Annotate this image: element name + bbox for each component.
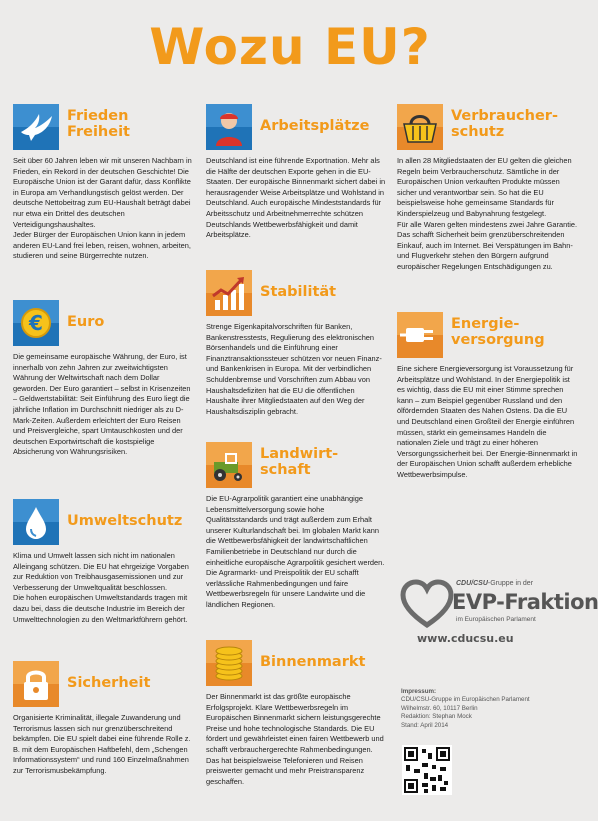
svg-text:€: € <box>29 311 43 335</box>
section-title: Euro <box>67 314 105 330</box>
section-text: Eine sichere Energieversorgung ist Voraussetzung für Arbeitsplätze und Wohlstand. In der Energiepolitik ist es wichtig, dass die EU mit einer Stimme sprechen kann – zum Beispiel gegenüber Russland und den ölfördernden Staaten des Nahen Ostens. Da die EU und Deutschland einen Großteil der Energie einführen müssen, stärkt ein gemeinsames Handeln die nationalen Ziele und trägt zu einer höheren Versorgungssicherheit bei. Der Energie-Binnenmarkt in der Europäischen Union schafft außerdem erhebliche Wettbewerbsimpulse. <box>397 364 578 479</box>
impressum-line: Stand: April 2014 <box>401 721 449 729</box>
page-title: Wozu EU? <box>149 18 431 76</box>
section-landwirtschaft <box>206 442 387 611</box>
section-title: Umweltschutz <box>67 513 183 529</box>
section-text: In allen 28 Mitgliedstaaten der EU gelten die gleichen Regeln beim Verbraucherschutz. Sämtliche in der Europäischen Union verkauften Produkte müssen sicher und verantwortbar sein. So hat die EU beispielsweise hohe gemeinsame Standards für Kinderspielzeug und Babynahrung festgelegt. Für alle Waren gelten mindestens zwei Jahre Garantie. Das schafft Sicherheit beim grenzüberschreitenden Einkauf, auch im Internet. Bei Verspätungen im Bahn- und Flugverkehr stehen den Bürgern aufgrund europäischer Regelungen Entschädigungen zu. <box>397 156 578 271</box>
section-text: Seit über 60 Jahren leben wir mit unseren Nachbarn in Frieden, ein Rekord in der deutschen Geschichte! Die Europäische Union ist der Garant dafür, dass Konflikte in Europa am Verhandlungstisch gelöst werden. Der deutsche Nettobeitrag zum EU-Haushalt beträgt dabei nur etwa ein Drittel des deutschen Verteidigungshaushaltes. Jeder Bürger der Europäischen Union kann in jedem anderen EU-Land frei leben, reisen, wohnen, arbeiten, studieren und seine Bürgerrechte nutzen. <box>13 156 192 261</box>
section-energieversorgung <box>397 312 578 481</box>
section-verbraucherschutz <box>397 104 578 273</box>
impressum-line: CDU/CSU-Gruppe im Europäischen Parlament <box>401 696 530 704</box>
section-title: Landwirt- schaft <box>260 446 339 478</box>
coin-stack-icon <box>206 640 252 686</box>
evp-group-prefix: CDU/CSU <box>456 580 488 587</box>
water-drop-icon <box>13 499 59 545</box>
evp-heart-logo <box>399 577 455 631</box>
evp-group-suffix: -Gruppe in der <box>487 580 534 587</box>
impressum-line: Wilhelmstr. 60, 10117 Berlin <box>401 704 478 712</box>
worker-icon <box>206 104 252 150</box>
section-title: Stabilität <box>260 284 337 300</box>
section-text: Strenge Eigenkapitalvorschriften für Banken, Bankenstresstests, Regulierung des elektronischen Börsenhandels und die Einführung einer Finanztransaktionssteuer schützen vor neuen Finanz- und Bankenkrisen in Europa. Mit der verbindlichen Schuldenbremse und Vorschriften zum Abbau von Haushaltsdefiziten hat die EU die öffentlichen Haushalte ihrer Mitgliedstaaten auf den Weg der Haushaltsdisziplin gebracht. <box>206 322 382 416</box>
euro-icon <box>13 300 59 346</box>
section-title: Energie- versorgung <box>451 316 545 348</box>
section-sicherheit <box>13 661 194 777</box>
section-text: Organisierte Kriminalität, illegale Zuwanderung und Terrorismus lassen sich nur grenzüberschreitend bekämpfen. Die EU spielt dabei eine führende Rolle z. B. mit dem Europäischen Haftbefehl, dem „Schengen Informationssystem“ und rund 160 Einzelmaßnahmen zur Terrorismusbekämpfung. <box>13 713 191 775</box>
evp-name: EVP-Fraktion <box>452 590 598 614</box>
dove-icon <box>13 104 59 150</box>
section-text: Die EU-Agrarpolitik garantiert eine unabhängige Lebensmittelversorgung sowie hohe Qualitätsstandards und trägt außerdem zum Erhalt unserer Kulturlandschaft bei. Im globalen Markt kann die Wettbewerbsfähigkeit der landwirtschaftlichen Familienbetriebe in Deutschland nur durch die einheitliche europäische Agrarpolitik gesichert werden. Die Agrarmarkt- und Preispolitik der EU schafft verlässliche Rahmenbedingungen und faire Wettbewerbsregeln für unsere Landwirte und die ländlichen Regionen. <box>206 494 385 609</box>
section-frieden-freiheit <box>13 104 194 262</box>
section-text: Deutschland ist eine führende Exportnation. Mehr als die Hälfte der deutschen Exporte gehen in die EU-Staaten. Der europäische Binnenmarkt sichert dabei in herausragender Weise Arbeitsplätze und Wohlstand in Deutschland. Auch europäische Mindeststandards für Arbeitsschutz und Arbeitnehmerrechte schützen Deutschlands Wettbewerbsfähigkeit und damit Arbeitsplätze. <box>206 156 386 240</box>
impressum-line: Redaktion: Stephan Mock <box>401 713 472 721</box>
section-text: Der Binnenmarkt ist das größte europäische Erfolgsprojekt. Klare Wettbewerbsregeln im Europäischen Binnenmarkt sichern leistungsgerechte Preise und hohe technologische Standards. Die EU fördert und gewährleistet einen fairen Wettbewerb und schafft verbrauchergerechte Rahmenbedingungen. Das hat beispielsweise Telefonieren und Reisen preiswerter gemacht und mehr Preistransparenz geschaffen. <box>206 692 384 786</box>
impressum-heading: Impressum: <box>401 688 437 695</box>
qr-code-icon[interactable] <box>402 745 452 795</box>
section-title: Binnenmarkt <box>260 654 366 670</box>
section-umweltschutz <box>13 499 194 625</box>
evp-url[interactable]: www.cducsu.eu <box>417 632 514 645</box>
rising-chart-icon <box>206 270 252 316</box>
power-plug-icon <box>397 312 443 358</box>
section-stabilitaet <box>206 270 387 417</box>
section-text: Klima und Umwelt lassen sich nicht im nationalen Alleingang schützen. Die EU hat ehrgeizige Vorgaben zur Reduktion von Treibhausgasemissionen und zur Verbesserung der Umweltqualität beschlossen. Die hohen europäischen Umweltstandards tragen mit dazu bei, dass die deutsche Industrie im Bereich der Umwelttechnologien zu den Weltmarktführern gehört. <box>13 551 189 624</box>
section-text: Die gemeinsame europäische Währung, der Euro, ist innerhalb von zehn Jahren zur zweitwichtigsten Währung der Weltwirtschaft nach dem Dollar geworden. Der Euro garantiert – selbst in Krisenzeiten – Geldwertstabilität: Seit Einführung des Euro liegt die jährliche Inflation im Durchschnitt niedriger als zu D-Mark-Zeiten. Außerdem erleichtert der Euro Reisen und Preisvergleiche, spart Umtauschkosten und der deutschen Exportwirtschaft die kostspielige Absicherung von Währungsrisiken. <box>13 352 191 457</box>
section-euro <box>13 300 194 458</box>
section-title: Sicherheit <box>67 675 151 691</box>
evp-subtitle: im Europäischen Parlament <box>456 616 536 623</box>
section-binnenmarkt <box>206 640 387 787</box>
section-title: Verbraucher- schutz <box>451 108 558 140</box>
section-arbeitsplaetze <box>206 104 387 241</box>
padlock-icon <box>13 661 59 707</box>
section-title: Arbeitsplätze <box>260 118 370 134</box>
section-title: Frieden Freiheit <box>67 108 130 140</box>
shopping-basket-icon <box>397 104 443 150</box>
impressum <box>401 688 571 730</box>
tractor-icon <box>206 442 252 488</box>
